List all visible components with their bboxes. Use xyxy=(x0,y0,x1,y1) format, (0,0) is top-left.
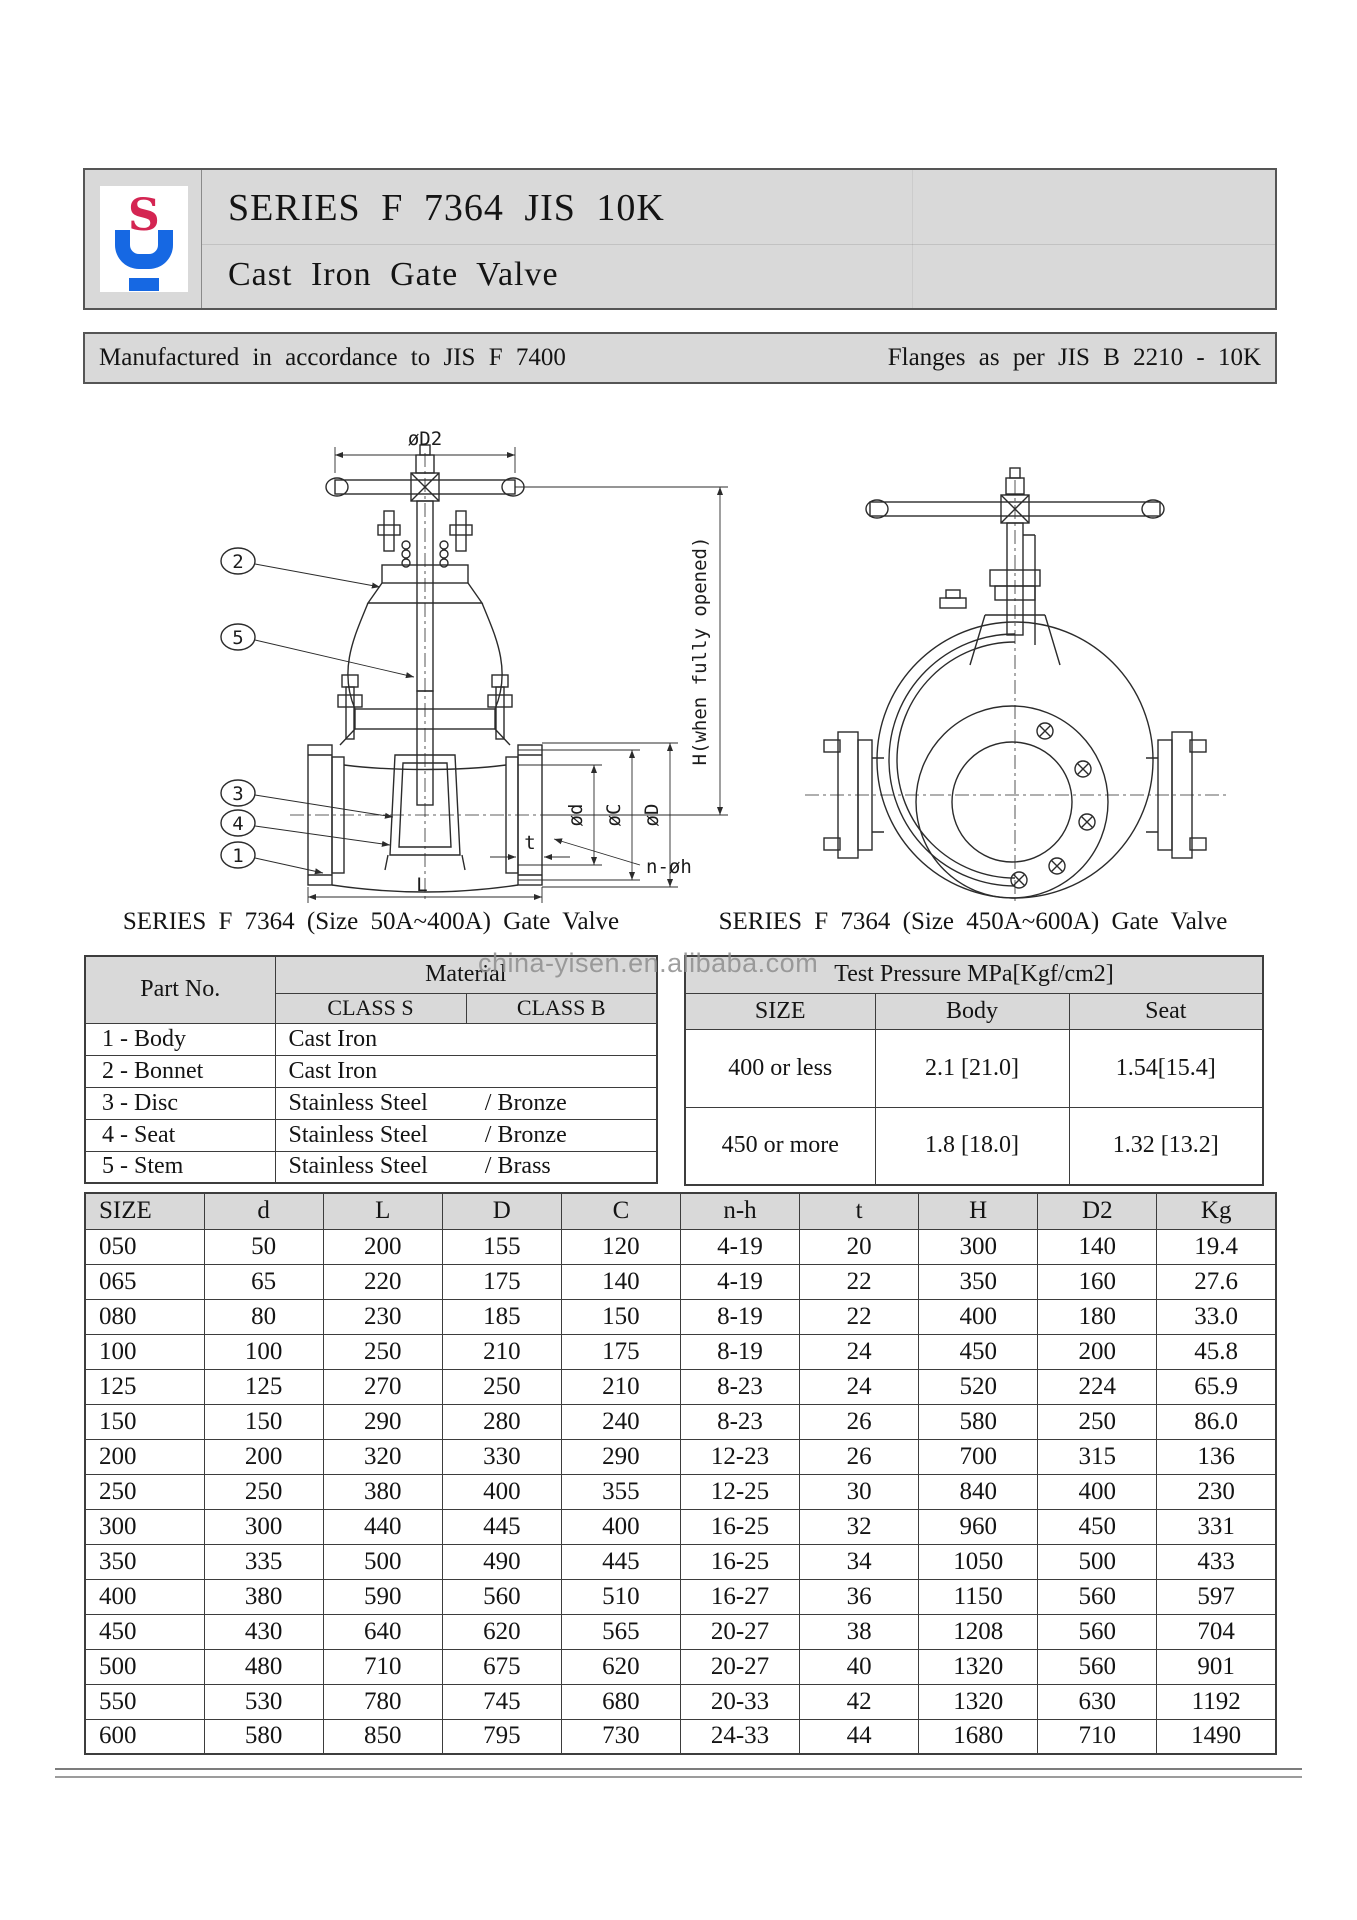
dim-cell: 795 xyxy=(442,1719,561,1754)
dim-cell: 380 xyxy=(323,1474,442,1509)
dim-cell: 4-19 xyxy=(680,1229,799,1264)
dim-cell: 8-23 xyxy=(680,1404,799,1439)
dim-cell: 20-27 xyxy=(680,1649,799,1684)
material-part-cell: 3 - Disc xyxy=(85,1087,275,1119)
material-value-cell xyxy=(275,1055,657,1087)
standards-bar xyxy=(83,332,1277,384)
dim-cell: 250 xyxy=(85,1474,204,1509)
page-subtitle: Cast Iron Gate Valve xyxy=(228,256,559,293)
dim-cell: 330 xyxy=(442,1439,561,1474)
dim-cell: 500 xyxy=(1038,1544,1157,1579)
dim-cell: 400 xyxy=(1038,1474,1157,1509)
dim-cell: 300 xyxy=(204,1509,323,1544)
dim-cell: 26 xyxy=(800,1439,919,1474)
dim-table-row xyxy=(85,1229,1276,1264)
dim-cell: 45.8 xyxy=(1157,1334,1276,1369)
dim-col-header: C xyxy=(561,1193,680,1229)
dim-cell: 24-33 xyxy=(680,1719,799,1754)
dim-cell: 26 xyxy=(800,1404,919,1439)
material-value-cell xyxy=(275,1087,657,1119)
dim-cell: 19.4 xyxy=(1157,1229,1276,1264)
material-part-cell: 5 - Stem xyxy=(85,1151,275,1183)
standard-left: Manufactured in accordance to JIS F 7400 xyxy=(99,344,566,371)
dim-col-header: d xyxy=(204,1193,323,1229)
dim-col-header: SIZE xyxy=(85,1193,204,1229)
material-part-cell: 2 - Bonnet xyxy=(85,1055,275,1087)
dim-table-row xyxy=(85,1264,1276,1299)
pressure-col-header: SIZE xyxy=(685,993,875,1029)
dim-table-row xyxy=(85,1439,1276,1474)
dim-cell: 86.0 xyxy=(1157,1404,1276,1439)
dim-cell: 490 xyxy=(442,1544,561,1579)
dim-cell: 565 xyxy=(561,1614,680,1649)
dim-table-row xyxy=(85,1369,1276,1404)
dim-cell: 1680 xyxy=(919,1719,1038,1754)
material-class-b-value: / Bronze xyxy=(484,1121,567,1148)
dim-cell: 850 xyxy=(323,1719,442,1754)
dim-table-row xyxy=(85,1299,1276,1334)
dim-cell: 250 xyxy=(442,1369,561,1404)
dim-cell: 20 xyxy=(800,1229,919,1264)
dim-cell: 140 xyxy=(1038,1229,1157,1264)
dim-cell: 440 xyxy=(323,1509,442,1544)
material-row xyxy=(85,1119,657,1151)
dim-cell: 960 xyxy=(919,1509,1038,1544)
svg-text:3: 3 xyxy=(232,783,244,805)
material-class-s-value: Cast Iron xyxy=(288,1025,378,1052)
dim-cell: 730 xyxy=(561,1719,680,1754)
stem-assembly xyxy=(940,523,1060,665)
dim-cell: 100 xyxy=(204,1334,323,1369)
dim-cell: 600 xyxy=(85,1719,204,1754)
dim-table-row xyxy=(85,1509,1276,1544)
dim-cell: 34 xyxy=(800,1544,919,1579)
dim-cell: 640 xyxy=(323,1614,442,1649)
dim-cell: 16-25 xyxy=(680,1544,799,1579)
dim-cell: 30 xyxy=(800,1474,919,1509)
dim-cell: 300 xyxy=(919,1229,1038,1264)
dim-cell: 33.0 xyxy=(1157,1299,1276,1334)
svg-text:L: L xyxy=(416,874,428,896)
test-pressure-table xyxy=(684,955,1264,1186)
dim-cell: 290 xyxy=(323,1404,442,1439)
dim-cell: 12-25 xyxy=(680,1474,799,1509)
company-logo xyxy=(100,186,188,292)
dim-cell: 150 xyxy=(204,1404,323,1439)
svg-text:øC: øC xyxy=(603,803,625,827)
svg-text:1: 1 xyxy=(232,845,244,867)
dim-cell: 180 xyxy=(1038,1299,1157,1334)
dim-cell: 44 xyxy=(800,1719,919,1754)
material-class-s-value: Stainless Steel xyxy=(288,1121,428,1148)
dim-col-header: L xyxy=(323,1193,442,1229)
dim-cell: 510 xyxy=(561,1579,680,1614)
dim-cell: 150 xyxy=(85,1404,204,1439)
dim-t xyxy=(490,832,570,857)
dim-cell: 430 xyxy=(204,1614,323,1649)
dim-cell: 136 xyxy=(1157,1439,1276,1474)
pressure-row xyxy=(685,1029,1263,1107)
pressure-cell: 450 or more xyxy=(685,1107,875,1185)
flange-bolt-holes xyxy=(1011,723,1095,888)
dim-cell: 65.9 xyxy=(1157,1369,1276,1404)
dim-cell: 27.6 xyxy=(1157,1264,1276,1299)
material-table xyxy=(84,955,658,1184)
dim-cell: 210 xyxy=(561,1369,680,1404)
svg-text:øD2: øD2 xyxy=(407,428,443,450)
material-value-cell xyxy=(275,1023,657,1055)
dim-cell: 580 xyxy=(204,1719,323,1754)
svg-text:4: 4 xyxy=(232,813,244,835)
dim-cell: 200 xyxy=(323,1229,442,1264)
dim-col-header: H xyxy=(919,1193,1038,1229)
caption-right-drawing: SERIES F 7364 (Size 450A~600A) Gate Valve xyxy=(718,908,1228,935)
dim-cell: 445 xyxy=(561,1544,680,1579)
dim-cell: 380 xyxy=(204,1579,323,1614)
dim-col-header: D2 xyxy=(1038,1193,1157,1229)
dim-cell: 433 xyxy=(1157,1544,1276,1579)
logo-base-bar xyxy=(129,278,159,291)
material-class-s-value: Stainless Steel xyxy=(288,1089,428,1116)
valve-drawing-section xyxy=(150,425,750,905)
dim-cell: 1208 xyxy=(919,1614,1038,1649)
callout-2 xyxy=(221,548,380,587)
material-value-cell xyxy=(275,1119,657,1151)
material-class-b-value: / Bronze xyxy=(484,1089,567,1116)
dim-cell: 40 xyxy=(800,1649,919,1684)
dim-cell: 20-33 xyxy=(680,1684,799,1719)
pressure-cell: 1.54[15.4] xyxy=(1069,1029,1263,1107)
dim-cell: 230 xyxy=(323,1299,442,1334)
dim-n-h xyxy=(554,839,692,878)
title-cell xyxy=(202,170,1275,308)
dim-cell: 290 xyxy=(561,1439,680,1474)
dim-cell: 560 xyxy=(1038,1579,1157,1614)
caption-left-drawing: SERIES F 7364 (Size 50A~400A) Gate Valve xyxy=(122,908,620,935)
dim-cell: 710 xyxy=(1038,1719,1157,1754)
dim-table-row xyxy=(85,1404,1276,1439)
page-title: SERIES F 7364 JIS 10K xyxy=(228,187,665,229)
dim-cell: 125 xyxy=(204,1369,323,1404)
dim-cell: 1150 xyxy=(919,1579,1038,1614)
material-value-cell xyxy=(275,1151,657,1183)
dim-cell: 331 xyxy=(1157,1509,1276,1544)
dim-cell: 32 xyxy=(800,1509,919,1544)
svg-text:2: 2 xyxy=(232,551,244,573)
dim-cell: 530 xyxy=(204,1684,323,1719)
dim-cell: 1320 xyxy=(919,1649,1038,1684)
dim-cell: 350 xyxy=(85,1544,204,1579)
dim-cell: 630 xyxy=(1038,1684,1157,1719)
dim-table-row xyxy=(85,1719,1276,1754)
dim-cell: 120 xyxy=(561,1229,680,1264)
dim-cell: 590 xyxy=(323,1579,442,1614)
dim-H xyxy=(515,487,728,815)
dim-cell: 4-19 xyxy=(680,1264,799,1299)
callout-4 xyxy=(221,810,390,845)
dim-cell: 620 xyxy=(561,1649,680,1684)
dim-cell: 400 xyxy=(561,1509,680,1544)
dim-cell: 16-27 xyxy=(680,1579,799,1614)
svg-text:H(when fully opened): H(when fully opened) xyxy=(689,536,711,766)
valve-drawing-front xyxy=(780,450,1250,910)
pressure-cell: 1.8 [18.0] xyxy=(875,1107,1069,1185)
dim-cell: 8-23 xyxy=(680,1369,799,1404)
dim-cell: 80 xyxy=(204,1299,323,1334)
dim-cell: 065 xyxy=(85,1264,204,1299)
material-class-s-value: Cast Iron xyxy=(288,1057,378,1084)
dim-cell: 335 xyxy=(204,1544,323,1579)
dim-cell: 320 xyxy=(323,1439,442,1474)
dim-cell: 1192 xyxy=(1157,1684,1276,1719)
dim-cell: 355 xyxy=(561,1474,680,1509)
standard-right: Flanges as per JIS B 2210 - 10K xyxy=(887,344,1261,371)
dim-cell: 36 xyxy=(800,1579,919,1614)
dim-cell: 550 xyxy=(85,1684,204,1719)
dim-cell: 350 xyxy=(919,1264,1038,1299)
dim-cell: 65 xyxy=(204,1264,323,1299)
dim-cell: 42 xyxy=(800,1684,919,1719)
dim-cell: 250 xyxy=(323,1334,442,1369)
dim-cell: 50 xyxy=(204,1229,323,1264)
material-class-s-value: Stainless Steel xyxy=(288,1153,428,1180)
pressure-title: Test Pressure MPa[Kgf/cm2] xyxy=(685,956,1263,993)
dim-cell: 597 xyxy=(1157,1579,1276,1614)
dim-cell: 500 xyxy=(323,1544,442,1579)
dim-cell: 1050 xyxy=(919,1544,1038,1579)
dim-cell: 175 xyxy=(442,1264,561,1299)
dim-cell: 680 xyxy=(561,1684,680,1719)
dim-cell: 155 xyxy=(442,1229,561,1264)
dim-cell: 125 xyxy=(85,1369,204,1404)
dim-cell: 620 xyxy=(442,1614,561,1649)
dim-cell: 1320 xyxy=(919,1684,1038,1719)
dim-cell: 22 xyxy=(800,1264,919,1299)
dim-cell: 8-19 xyxy=(680,1299,799,1334)
dim-cell: 704 xyxy=(1157,1614,1276,1649)
pressure-cell: 2.1 [21.0] xyxy=(875,1029,1069,1107)
dim-table-row xyxy=(85,1544,1276,1579)
dim-cell: 100 xyxy=(85,1334,204,1369)
dim-cell: 480 xyxy=(204,1649,323,1684)
material-row xyxy=(85,1055,657,1087)
dim-cell: 700 xyxy=(919,1439,1038,1474)
dim-cell: 580 xyxy=(919,1404,1038,1439)
dim-cell: 400 xyxy=(442,1474,561,1509)
dim-cell: 710 xyxy=(323,1649,442,1684)
part-no-header: Part No. xyxy=(85,956,275,1023)
dim-cell: 12-23 xyxy=(680,1439,799,1474)
dim-cell: 38 xyxy=(800,1614,919,1649)
document-header xyxy=(83,168,1277,310)
dim-table-row xyxy=(85,1684,1276,1719)
dim-cell: 080 xyxy=(85,1299,204,1334)
material-row xyxy=(85,1151,657,1183)
dim-cell: 450 xyxy=(85,1614,204,1649)
material-part-cell: 4 - Seat xyxy=(85,1119,275,1151)
dim-cell: 400 xyxy=(919,1299,1038,1334)
dim-cell: 160 xyxy=(1038,1264,1157,1299)
dim-cell: 16-25 xyxy=(680,1509,799,1544)
dim-cell: 24 xyxy=(800,1369,919,1404)
dim-cell: 1490 xyxy=(1157,1719,1276,1754)
dim-cell: 175 xyxy=(561,1334,680,1369)
class-s-header: CLASS S xyxy=(275,993,466,1023)
dim-cell: 745 xyxy=(442,1684,561,1719)
dim-cell: 22 xyxy=(800,1299,919,1334)
dim-cell: 050 xyxy=(85,1229,204,1264)
dim-cell: 8-19 xyxy=(680,1334,799,1369)
material-class-b-value xyxy=(485,1026,656,1053)
logo-s-letter: S xyxy=(128,190,160,241)
dim-cell: 250 xyxy=(204,1474,323,1509)
dim-table-row xyxy=(85,1474,1276,1509)
dim-cell: 250 xyxy=(1038,1404,1157,1439)
pressure-cell: 400 or less xyxy=(685,1029,875,1107)
dim-cell: 520 xyxy=(919,1369,1038,1404)
material-class-b-value xyxy=(485,1058,656,1085)
dim-cell: 230 xyxy=(1157,1474,1276,1509)
dim-cell: 200 xyxy=(1038,1334,1157,1369)
pressure-col-header: Seat xyxy=(1069,993,1263,1029)
dim-cell: 560 xyxy=(442,1579,561,1614)
dim-cell: 270 xyxy=(323,1369,442,1404)
dim-cell: 20-27 xyxy=(680,1614,799,1649)
callout-5 xyxy=(221,624,414,677)
svg-text:ød: ød xyxy=(565,803,587,827)
material-header: Material xyxy=(275,956,657,993)
dim-cell: 185 xyxy=(442,1299,561,1334)
dim-cell: 445 xyxy=(442,1509,561,1544)
dim-cell: 315 xyxy=(1038,1439,1157,1474)
watermark: china-yisen.en.alibaba.com xyxy=(478,948,819,978)
dimension-table xyxy=(84,1192,1277,1755)
dim-cell: 560 xyxy=(1038,1649,1157,1684)
dim-cell: 675 xyxy=(442,1649,561,1684)
material-row xyxy=(85,1023,657,1055)
dim-cell: 200 xyxy=(204,1439,323,1474)
dim-cell: 450 xyxy=(1038,1509,1157,1544)
title-divider xyxy=(202,244,1275,245)
dim-table-row xyxy=(85,1649,1276,1684)
dim-cell: 450 xyxy=(919,1334,1038,1369)
dim-cell: 200 xyxy=(85,1439,204,1474)
dim-cell: 560 xyxy=(1038,1614,1157,1649)
dim-cell: 300 xyxy=(85,1509,204,1544)
dim-col-header: Kg xyxy=(1157,1193,1276,1229)
svg-text:øD: øD xyxy=(641,803,663,827)
dim-cell: 220 xyxy=(323,1264,442,1299)
svg-text:5: 5 xyxy=(232,627,244,649)
dim-cell: 840 xyxy=(919,1474,1038,1509)
svg-text:n-øh: n-øh xyxy=(646,856,692,878)
dim-table-row xyxy=(85,1614,1276,1649)
dim-cell: 24 xyxy=(800,1334,919,1369)
dim-col-header: t xyxy=(800,1193,919,1229)
dim-cell: 140 xyxy=(561,1264,680,1299)
pressure-col-header: Body xyxy=(875,993,1069,1029)
material-part-cell: 1 - Body xyxy=(85,1023,275,1055)
class-b-header: CLASS B xyxy=(466,993,657,1023)
dim-table-row xyxy=(85,1579,1276,1614)
material-class-b-value: / Brass xyxy=(484,1153,551,1180)
dim-cell: 210 xyxy=(442,1334,561,1369)
bottom-separator xyxy=(55,1768,1302,1778)
dim-table-row xyxy=(85,1334,1276,1369)
material-row xyxy=(85,1087,657,1119)
svg-text:t: t xyxy=(524,832,536,854)
dim-cell: 240 xyxy=(561,1404,680,1439)
dim-cell: 150 xyxy=(561,1299,680,1334)
dim-cell: 780 xyxy=(323,1684,442,1719)
pressure-cell: 1.32 [13.2] xyxy=(1069,1107,1263,1185)
dim-cell: 224 xyxy=(1038,1369,1157,1404)
dim-col-header: n-h xyxy=(680,1193,799,1229)
header-faint-line xyxy=(912,170,913,308)
dim-cell: 400 xyxy=(85,1579,204,1614)
pressure-row xyxy=(685,1107,1263,1185)
dim-cell: 901 xyxy=(1157,1649,1276,1684)
dim-cell: 280 xyxy=(442,1404,561,1439)
dim-col-header: D xyxy=(442,1193,561,1229)
dim-cell: 500 xyxy=(85,1649,204,1684)
logo-cell xyxy=(85,170,202,308)
